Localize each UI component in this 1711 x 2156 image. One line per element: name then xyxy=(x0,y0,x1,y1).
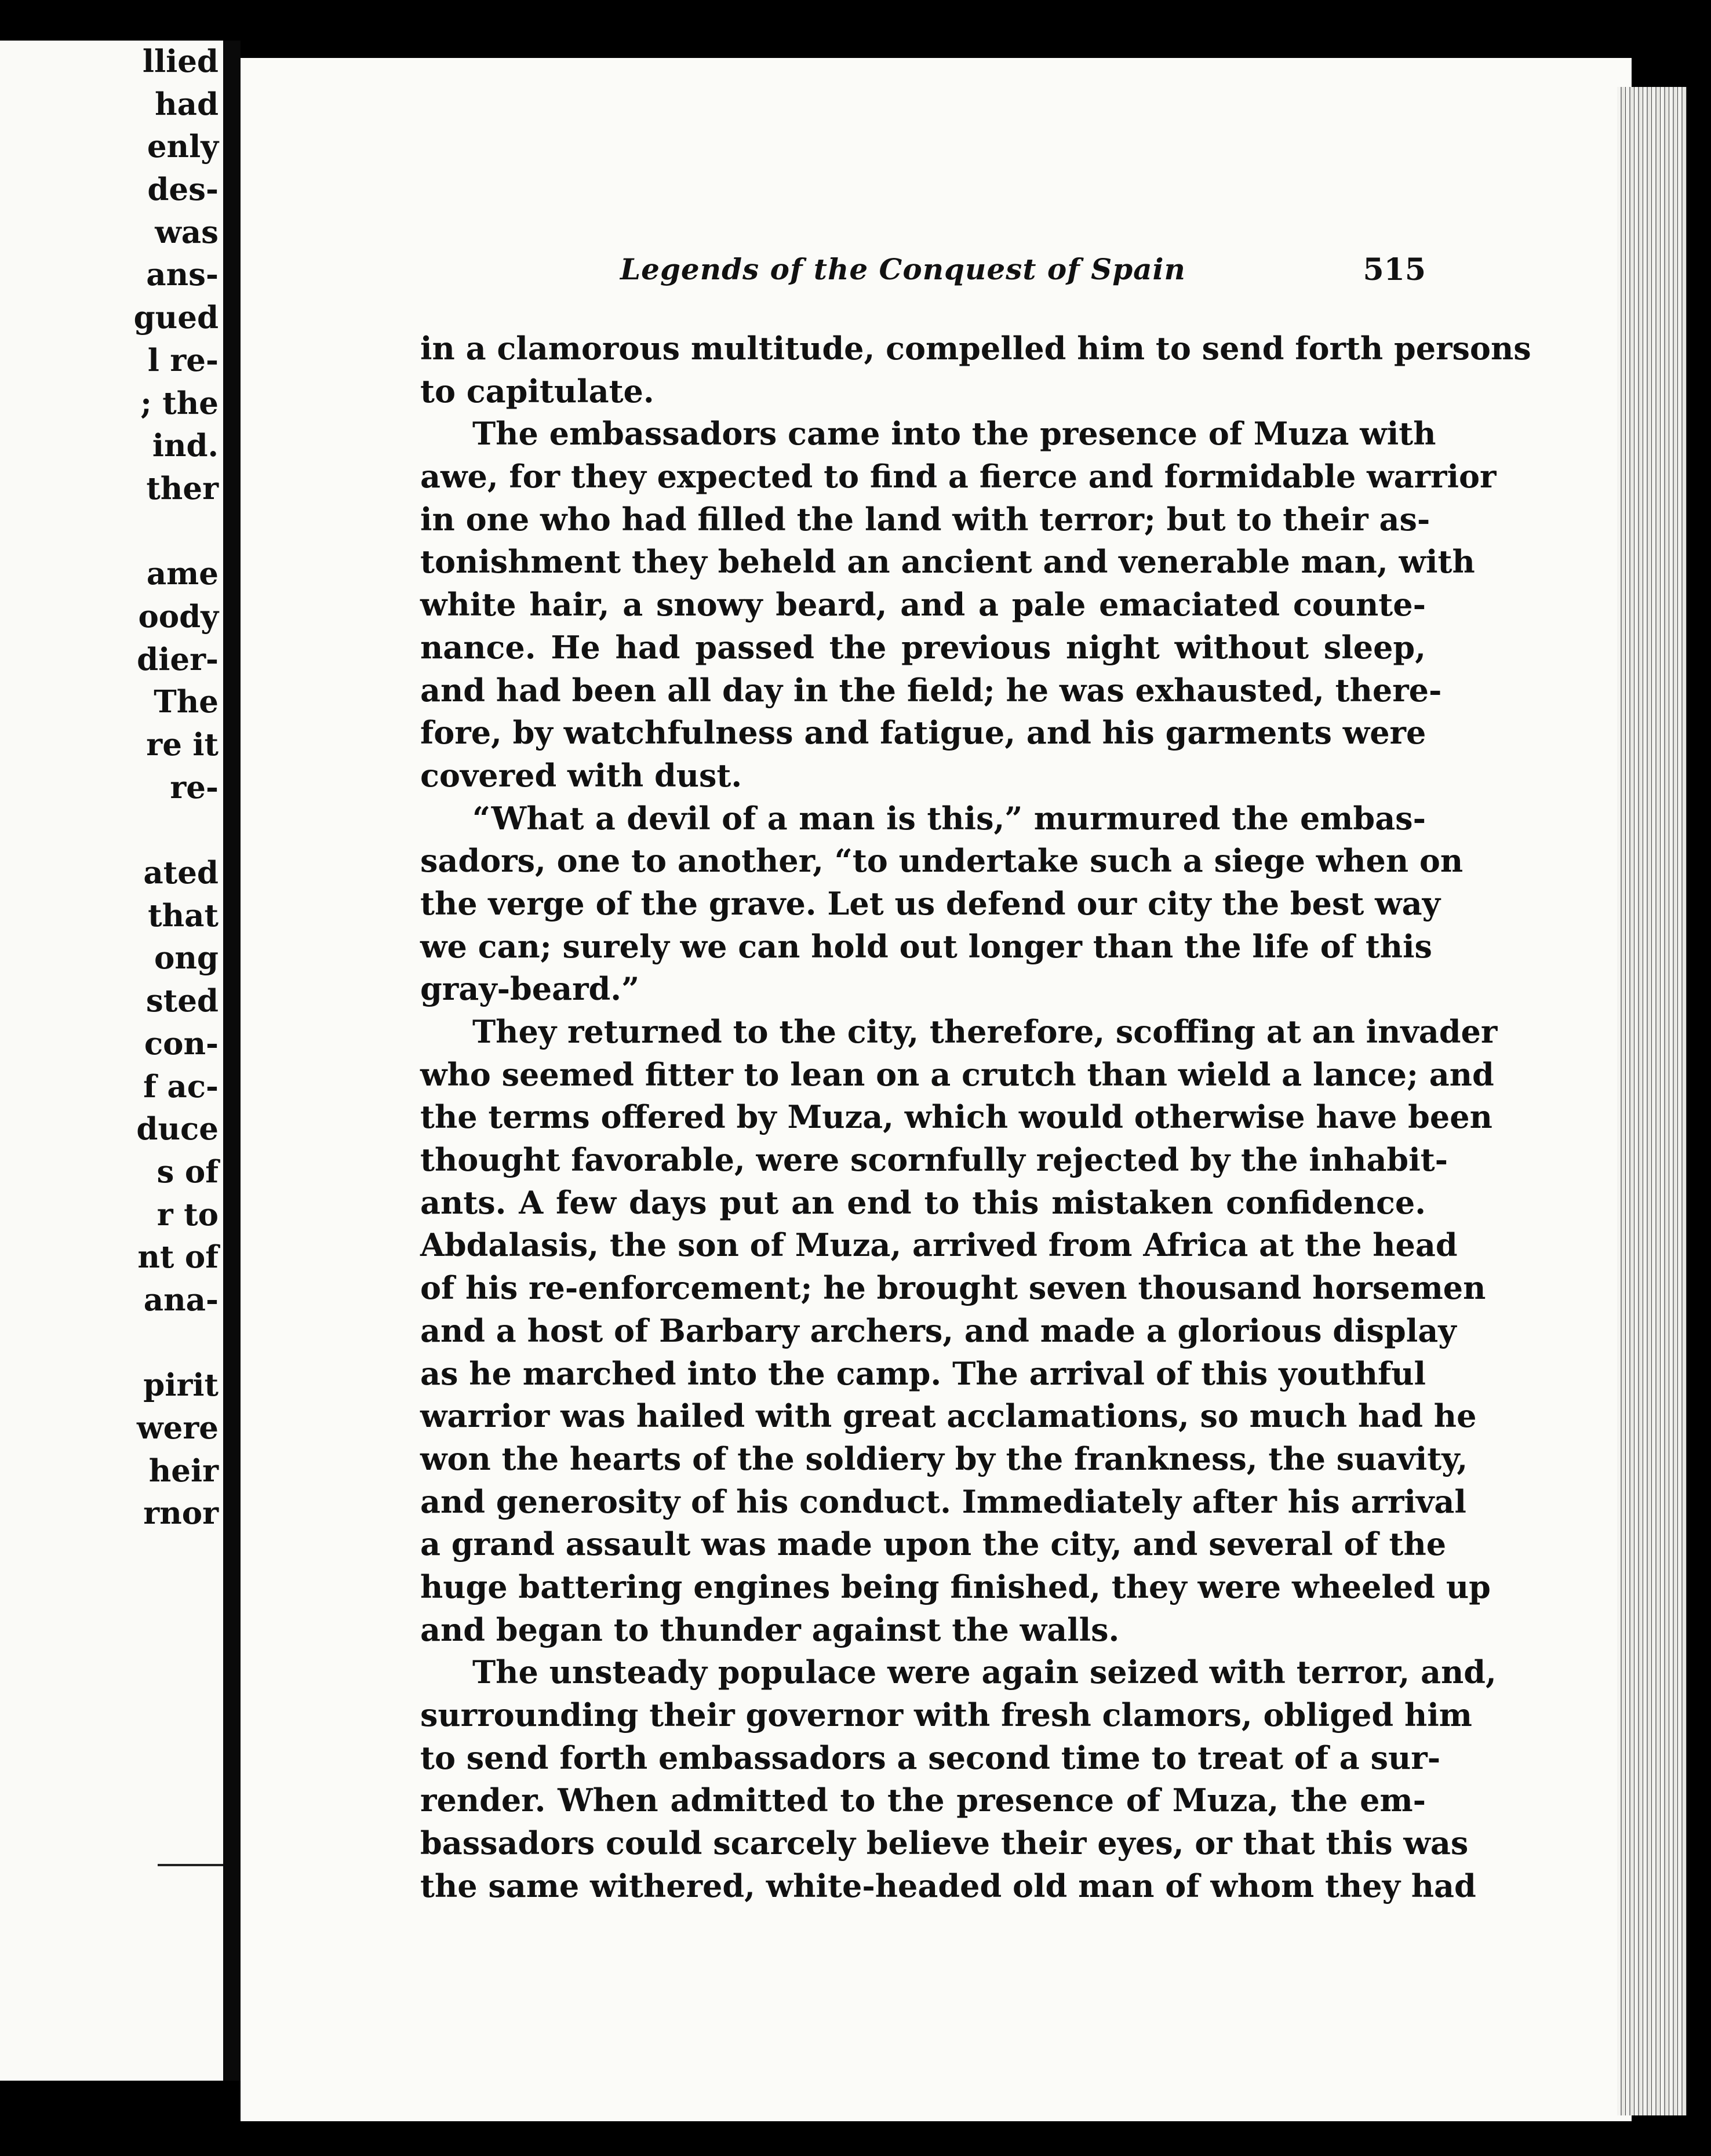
text-line: and generosity of his conduct. Immediately after his arrival xyxy=(420,1483,1466,1520)
left-facing-page xyxy=(0,41,223,2081)
text-line: warrior was hailed with great acclamations, so much had he xyxy=(420,1397,1477,1435)
running-title: Legends of the Conquest of Spain xyxy=(620,252,1186,286)
left-page-fragment: ; the xyxy=(140,385,219,421)
body-text xyxy=(420,327,1531,1907)
left-page-fragment: enly xyxy=(147,129,219,165)
text-line: “What a devil of a man is this,” murmured the embas- xyxy=(472,799,1426,837)
text-line: the verge of the grave. Let us defend our city the best way xyxy=(420,884,1440,922)
page-edges xyxy=(1617,87,1687,2115)
text-line: The embassadors came into the presence of Muza with xyxy=(472,415,1436,453)
text-line: white hair, a snowy beard, and a pale emaciated counte- xyxy=(420,586,1426,624)
left-page-fragment: nt of xyxy=(137,1239,219,1276)
left-page-fragment: l re- xyxy=(147,342,219,378)
text-line: as he marched into the camp. The arrival of this youthful xyxy=(420,1354,1426,1392)
text-line: They returned to the city, therefore, scoffing at an invader xyxy=(472,1013,1498,1050)
text-line: and a host of Barbary archers, and made a glorious display xyxy=(420,1312,1457,1349)
text-line: who seemed fitter to lean on a crutch than wield a lance; and xyxy=(420,1055,1494,1093)
text-line: tonishment they beheld an ancient and venerable man, with xyxy=(420,543,1475,581)
text-line: and had been all day in the field; he was exhausted, there- xyxy=(420,671,1442,709)
left-page-fragment: r to xyxy=(156,1196,219,1233)
left-page-fragment: heir xyxy=(148,1452,219,1489)
left-page-fragment: re it xyxy=(146,727,219,763)
text-line: to send forth embassadors a second time to treat of a sur- xyxy=(420,1739,1441,1776)
book-gutter xyxy=(223,41,241,2081)
left-page-fragment: dier- xyxy=(137,641,219,678)
left-page-fragment: des- xyxy=(147,172,219,208)
text-line: bassadors could scarcely believe their eyes, or that this was xyxy=(420,1824,1469,1862)
left-page-rule xyxy=(158,1864,223,1866)
left-page-fragment: was xyxy=(155,214,219,250)
text-line: the same withered, white-headed old man of whom they had xyxy=(420,1867,1476,1904)
left-page-fragment: re- xyxy=(170,769,219,806)
left-page-fragment: ther xyxy=(146,470,219,507)
text-line: ants. A few days put an end to this mistaken confidence. xyxy=(420,1183,1426,1221)
text-line: sadors, one to another, “to undertake such a siege when on xyxy=(420,842,1464,880)
left-page-fragment xyxy=(134,809,219,852)
left-page-fragment xyxy=(134,511,219,553)
text-line: the terms offered by Muza, which would otherwise have been xyxy=(420,1098,1492,1136)
text-line: won the hearts of the soldiery by the frankness, the suavity, xyxy=(420,1440,1468,1477)
left-page-fragment: The xyxy=(154,684,219,720)
left-page-fragment xyxy=(134,1322,219,1365)
text-line: and began to thunder against the walls. xyxy=(420,1611,1120,1648)
left-page-fragment: gued xyxy=(133,300,219,336)
left-page-fragment: ated xyxy=(143,855,219,891)
text-line: render. When admitted to the presence of Muza, the em- xyxy=(420,1782,1426,1819)
text-line: Abdalasis, the son of Muza, arrived from Africa at the head xyxy=(420,1226,1458,1264)
text-line: surrounding their governor with fresh clamors, obliged him xyxy=(420,1696,1472,1733)
left-page-text-fragments xyxy=(134,41,219,1535)
left-page-fragment: rnor xyxy=(143,1495,219,1532)
left-page-fragment: ans- xyxy=(146,257,219,293)
text-line: awe, for they expected to find a fierce and formidable warrior xyxy=(420,458,1497,496)
text-line: a grand assault was made upon the city, and several of the xyxy=(420,1525,1447,1563)
left-page-fragment: pirit xyxy=(143,1367,219,1404)
left-page-fragment: ind. xyxy=(152,428,219,464)
text-line: fore, by watchfulness and fatigue, and his garments were xyxy=(420,714,1426,752)
left-page-fragment: ong xyxy=(154,940,219,977)
text-line: in one who had filled the land with terror; but to their as- xyxy=(420,500,1430,538)
left-page-fragment: llied xyxy=(142,43,219,79)
text-line: to capitulate. xyxy=(420,372,654,410)
left-page-fragment: con- xyxy=(144,1025,219,1062)
left-page-fragment: sted xyxy=(145,983,219,1019)
left-page-fragment: had xyxy=(155,86,219,122)
text-line: covered with dust. xyxy=(420,756,742,794)
left-page-fragment: ame xyxy=(146,556,219,592)
left-page-fragment: ana- xyxy=(143,1281,219,1318)
page-number: 515 xyxy=(1363,252,1426,287)
text-line: nance. He had passed the previous night without sleep, xyxy=(420,628,1426,666)
text-line: huge battering engines being finished, they were wheeled up xyxy=(420,1568,1491,1605)
text-line: of his re-enforcement; he brought seven thousand horsemen xyxy=(420,1269,1486,1307)
text-line: The unsteady populace were again seized with terror, and, xyxy=(472,1654,1497,1691)
text-line: in a clamorous multitude, compelled him to send forth persons xyxy=(420,330,1531,367)
page-header xyxy=(620,252,1426,293)
left-page-fragment: oody xyxy=(138,598,219,635)
left-page-fragment: duce xyxy=(136,1111,219,1148)
text-line: gray-beard.” xyxy=(420,970,640,1008)
text-line: we can; surely we can hold out longer than the life of this xyxy=(420,927,1432,965)
left-page-fragment: were xyxy=(137,1410,219,1446)
left-page-fragment: that xyxy=(148,897,219,934)
left-page-fragment: s of xyxy=(156,1153,219,1190)
left-page-fragment: f ac- xyxy=(143,1068,219,1105)
text-line: thought favorable, were scornfully rejected by the inhabit- xyxy=(420,1141,1448,1179)
